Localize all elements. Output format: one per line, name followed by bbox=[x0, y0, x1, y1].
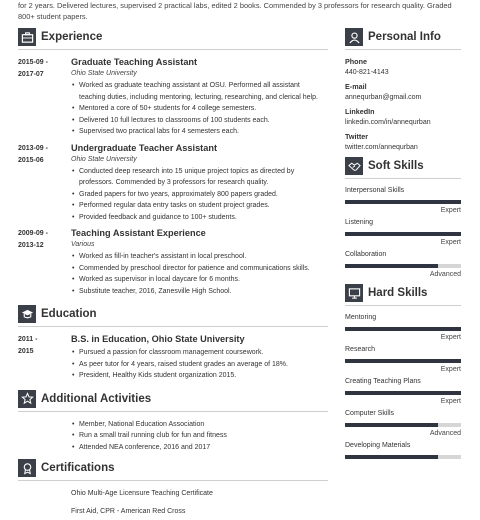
skill-item bbox=[345, 441, 461, 459]
skill-bar bbox=[345, 232, 461, 236]
bullet: • Mentored a core of 50+ students for 4 college semesters. bbox=[71, 103, 328, 115]
summary-text: for 2 years. Delivered lectures, supervised 2 practical labs, edited 2 books. Commended by 3 professors for research quality. Graded 800+ student papers. bbox=[18, 1, 452, 21]
email-label: E-mail bbox=[345, 82, 367, 91]
main-column bbox=[18, 28, 328, 520]
skill-name: Developing Materials bbox=[345, 442, 411, 449]
skill-item bbox=[345, 313, 461, 343]
skill-level: Advanced bbox=[429, 271, 461, 278]
skill-bar-fill bbox=[345, 264, 438, 268]
date-start: 2011 - bbox=[18, 336, 38, 343]
date-end: 2015-06 bbox=[18, 156, 44, 164]
entry-date bbox=[18, 334, 71, 382]
bullet: • Worked as supervisor in local daycare for 6 months. bbox=[71, 274, 328, 286]
bullet-continuation: teaching duties, including mentoring, lecturing, researching, and clerical help. bbox=[79, 93, 318, 101]
certifications-title: Certifications bbox=[41, 462, 115, 474]
skill-name: Computer Skills bbox=[345, 410, 395, 417]
education-header bbox=[18, 305, 328, 327]
bullet: • Conducted deep research into 15 unique project topics as directed by bbox=[71, 166, 328, 178]
twitter-value: twitter.com/annequrban bbox=[345, 144, 418, 151]
experience-entry bbox=[18, 143, 328, 224]
skill-bar-fill bbox=[345, 232, 461, 236]
skill-bar-fill bbox=[345, 327, 461, 331]
bullet: • Delivered 10 full lectures to classrooms of 100 students each. bbox=[71, 115, 328, 127]
education-title: Education bbox=[41, 308, 97, 320]
bullet: • Member, National Education Association bbox=[71, 419, 328, 431]
star-icon bbox=[18, 390, 36, 408]
job-title: Graduate Teaching Assistant bbox=[71, 57, 198, 67]
monitor-icon bbox=[345, 284, 363, 302]
phone-value: 440-821-4143 bbox=[345, 69, 389, 76]
date-start: 2009-09 - bbox=[18, 230, 48, 237]
experience-entry bbox=[18, 57, 328, 138]
date-end: 2015 bbox=[18, 348, 34, 355]
entry-date bbox=[18, 228, 71, 297]
entry-date bbox=[18, 143, 71, 224]
user-icon bbox=[345, 28, 363, 46]
skill-bar-fill bbox=[345, 391, 461, 395]
certifications-header bbox=[18, 459, 328, 481]
date-end: 2013-12 bbox=[18, 242, 44, 249]
skill-name: Listening bbox=[345, 219, 374, 226]
soft-skills-header bbox=[345, 157, 461, 179]
skill-name: Creating Teaching Plans bbox=[345, 378, 421, 385]
bullet: • Provided feedback and guidance to 100+ students. bbox=[71, 212, 328, 224]
handshake-icon bbox=[345, 157, 363, 175]
skill-level: Advanced bbox=[429, 430, 461, 437]
bullet: • Performed regular data entry tasks on student project grades. bbox=[71, 200, 328, 212]
bullet: • Attended NEA conference, 2016 and 2017 bbox=[71, 442, 328, 454]
linkedin-label: LinkedIn bbox=[345, 107, 375, 116]
briefcase-icon bbox=[18, 28, 36, 46]
certification-item: Ohio Multi-Age Licensure Teaching Certificate bbox=[71, 490, 213, 497]
skill-level: Expert bbox=[440, 207, 461, 214]
skill-bar bbox=[345, 359, 461, 363]
graduation-cap-icon bbox=[18, 305, 36, 323]
employer: Various bbox=[71, 241, 95, 248]
degree-title: B.S. in Education, Ohio State University bbox=[71, 334, 245, 344]
skill-name: Collaboration bbox=[345, 251, 387, 258]
date-start: 2013-09 - bbox=[18, 144, 48, 152]
certification-item: First Aid, CPR - American Red Cross bbox=[71, 508, 186, 515]
twitter-label: Twitter bbox=[345, 132, 369, 141]
activities-list bbox=[18, 419, 328, 454]
bullet-continuation: professors. Commended by 3 professors for research quality. bbox=[79, 179, 269, 186]
date-end: 2017-07 bbox=[18, 71, 44, 78]
personal-header bbox=[345, 28, 461, 50]
personal-info bbox=[345, 57, 461, 153]
employer: Ohio State University bbox=[71, 70, 137, 77]
bullet: • Run a small trail running club for fun and fitness bbox=[71, 430, 328, 442]
skill-item bbox=[345, 186, 461, 216]
employer: Ohio State University bbox=[71, 155, 137, 163]
bullet: • As peer tutor for 4 years, raised student grades an average of 18%. bbox=[71, 359, 328, 371]
activities-header bbox=[18, 390, 328, 412]
job-title: Teaching Assistant Experience bbox=[71, 228, 206, 238]
certificate-icon bbox=[18, 459, 36, 477]
experience-entry bbox=[18, 228, 328, 297]
skill-bar bbox=[345, 327, 461, 331]
hard-skills-title: Hard Skills bbox=[368, 287, 428, 299]
skill-item bbox=[345, 345, 461, 375]
skill-level: Expert bbox=[440, 239, 461, 246]
bullet: • Commended by preschool director for patience and communications skills. bbox=[71, 263, 328, 275]
soft-skills-list bbox=[345, 186, 461, 280]
skill-bar bbox=[345, 264, 461, 268]
linkedin-value: linkedin.com/in/annequrban bbox=[345, 119, 431, 126]
skill-level: Expert bbox=[440, 334, 461, 341]
skill-name: Interpersonal Skills bbox=[345, 187, 405, 194]
skill-bar-fill bbox=[345, 423, 438, 427]
bullet: • Worked as graduate teaching assistant at OSU. Performed all assistant bbox=[71, 80, 328, 92]
skill-bar bbox=[345, 455, 461, 459]
personal-title: Personal Info bbox=[368, 31, 441, 43]
soft-skills-title: Soft Skills bbox=[368, 160, 424, 172]
date-start: 2015-09 - bbox=[18, 59, 48, 66]
skill-bar bbox=[345, 423, 461, 427]
skill-bar bbox=[345, 391, 461, 395]
skill-bar-fill bbox=[345, 200, 461, 204]
bullet: • Worked as fill-in teacher's assistant in local preschool. bbox=[71, 251, 328, 263]
skill-item bbox=[345, 377, 461, 407]
skill-name: Mentoring bbox=[345, 314, 377, 321]
skill-bar-fill bbox=[345, 359, 461, 363]
bullet: • Graded papers for two years, approximately 800 papers graded. bbox=[71, 189, 328, 201]
bullet: • Pursued a passion for classroom management coursework. bbox=[71, 347, 328, 359]
education-entry bbox=[18, 334, 328, 382]
skill-bar-fill bbox=[345, 455, 438, 459]
skill-bar bbox=[345, 200, 461, 204]
side-column bbox=[345, 28, 461, 461]
skill-item bbox=[345, 250, 461, 280]
bullet: • Substitute teacher, 2016, Zanesville High School. bbox=[71, 286, 328, 298]
skill-level: Expert bbox=[440, 366, 461, 373]
experience-header bbox=[18, 28, 328, 50]
skill-name: Research bbox=[345, 346, 375, 353]
experience-title: Experience bbox=[41, 31, 103, 43]
bullet: • Supervised two practical labs for 4 semesters each. bbox=[71, 126, 328, 138]
job-title: Undergraduate Teacher Assistant bbox=[71, 142, 218, 153]
hard-skills-list bbox=[345, 313, 461, 459]
phone-label: Phone bbox=[345, 57, 367, 66]
bullet: • President, Healthy Kids student organization 2015. bbox=[71, 370, 328, 382]
hard-skills-header bbox=[345, 284, 461, 306]
skill-item bbox=[345, 409, 461, 439]
email-value: annequrban@gmail.com bbox=[345, 94, 422, 101]
activities-title: Additional Activities bbox=[41, 392, 152, 405]
skill-item bbox=[345, 218, 461, 248]
certifications-list bbox=[18, 488, 328, 518]
skill-level: Expert bbox=[440, 398, 461, 405]
entry-date bbox=[18, 57, 71, 138]
